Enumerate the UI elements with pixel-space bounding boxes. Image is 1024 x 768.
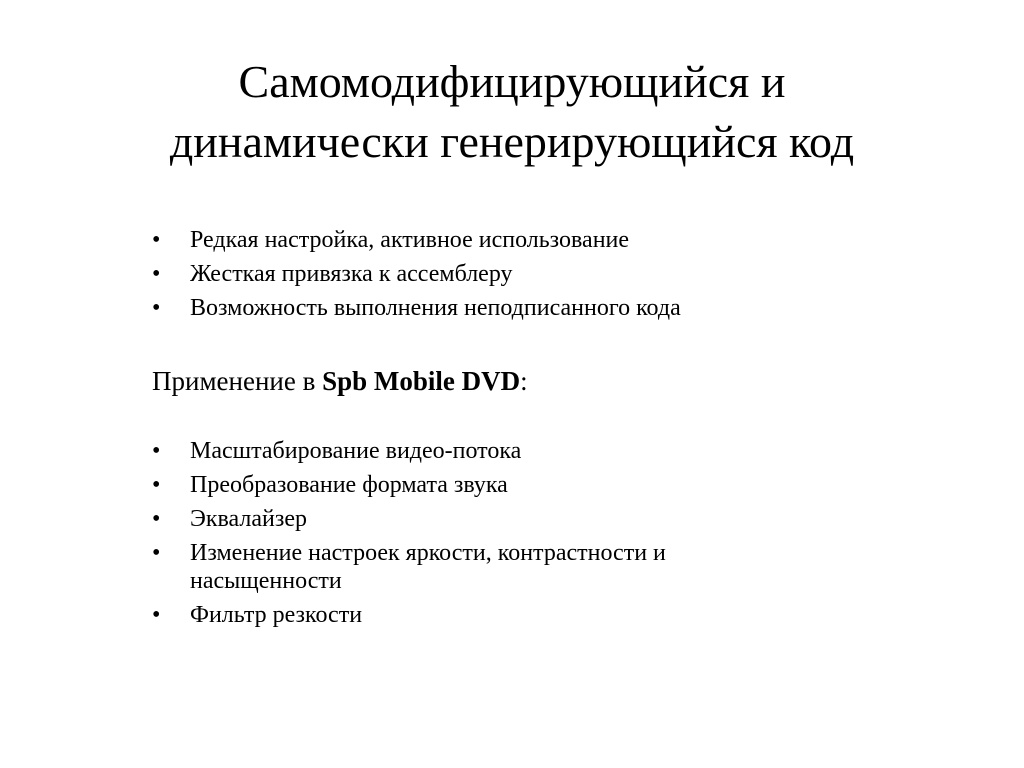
list-item-text: Жесткая привязка к ассемблеру [190,261,513,287]
usage-heading [152,364,528,398]
list-item [152,539,852,595]
slide-title-line-2: динамически генерирующийся код [169,116,855,167]
usage-suffix: : [520,366,528,396]
list-item [152,601,852,629]
applications-list [152,437,852,635]
list-item-text: Масштабирование видео-потока [190,438,522,464]
list-item-text: Преобразование формата звука [190,472,508,498]
product-name: Spb Mobile DVD [322,366,521,396]
list-item-text: Изменение настроек яркости, контрастности и [190,540,666,566]
bullet-icon: • [152,472,161,498]
list-item [152,226,852,254]
list-item-text-continuation: насыщенности [190,568,342,594]
list-item-text: Эквалайзер [190,506,307,532]
list-item [152,471,852,499]
usage-prefix: Применение в [152,366,323,396]
list-item [152,505,852,533]
bullet-icon: • [152,227,161,253]
list-item [152,294,852,322]
bullet-icon: • [152,506,161,532]
slide-title-line-1: Самомодифицирующийся и [238,56,786,107]
bullet-icon: • [152,295,161,321]
list-item-text: Возможность выполнения неподписанного кода [190,295,681,321]
list-item [152,260,852,288]
list-item-text: Редкая настройка, активное использование [190,227,630,253]
bullet-icon: • [152,602,161,628]
bullet-icon: • [152,540,161,566]
bullet-icon: • [152,261,161,287]
list-item-text: Фильтр резкости [190,602,363,628]
bullet-icon: • [152,438,161,464]
list-item [152,437,852,465]
features-list [152,226,852,328]
slide-title [0,52,1024,172]
